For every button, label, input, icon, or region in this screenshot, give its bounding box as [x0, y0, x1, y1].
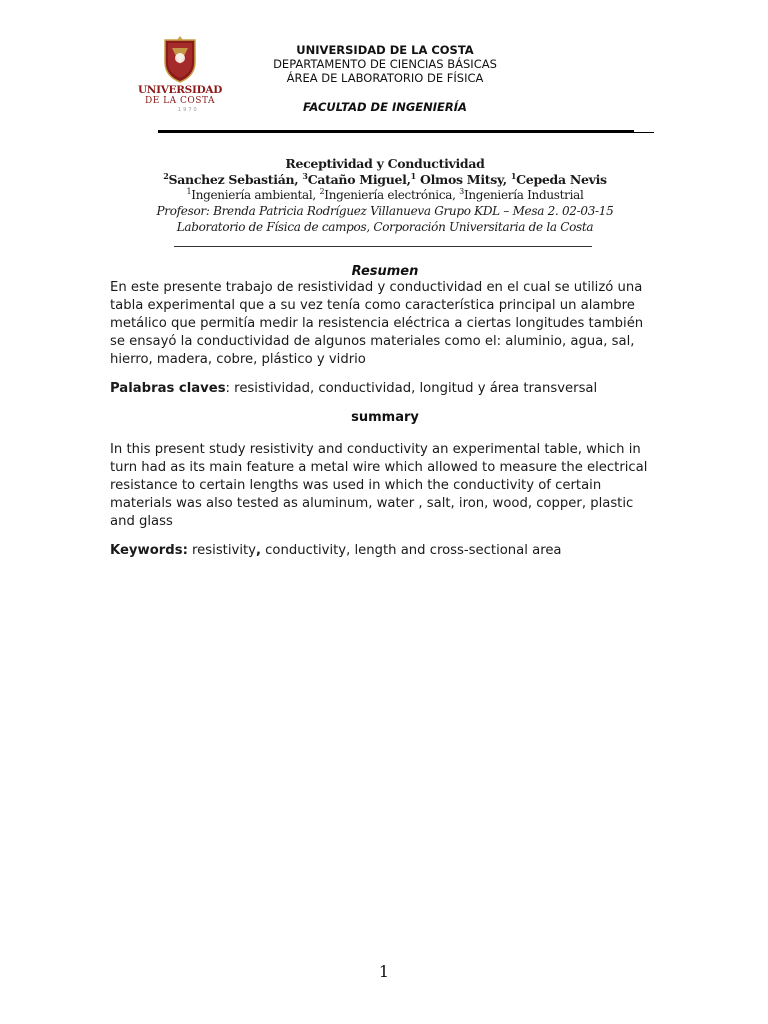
author-sup: 1: [410, 170, 416, 181]
laboratory-line: Laboratorio de Física de campos, Corporación Universitaria de la Costa: [176, 220, 594, 234]
keywords: [110, 543, 670, 558]
palabras-claves-text: : resistividad, conductividad, longitud y área transversal: [225, 381, 598, 396]
professor-line: Profesor: Brenda Patricia Rodríguez Villanueva Grupo KDL – Mesa 2. 02-03-15: [156, 204, 614, 218]
author-list: [110, 172, 660, 187]
palabras-claves-label: Palabras claves: [110, 381, 226, 396]
logo-university-name: UNIVERSIDAD: [137, 84, 223, 96]
affiliation-list: [110, 188, 660, 202]
logo-year: 1970: [178, 107, 199, 113]
keywords-text-1: resistivity: [187, 543, 256, 558]
summary-body: In this present study resistivity and conductivity an experimental table, which in turn had as its main feature a metal wire which allowed to measure the electrical resistance to certain lengths was used in which the conductivity of certain materials was also tested as aluminum, water , salt, iron, wood, copper, plastic and glass: [110, 442, 648, 529]
summary-heading: summary: [351, 410, 419, 425]
title-block-underline: [174, 246, 592, 247]
affiliation-sup: 1: [186, 187, 192, 196]
author-sup: 2: [163, 170, 169, 181]
author-name: Sanchez Sebastián,: [168, 172, 303, 187]
department-heading: DEPARTAMENTO DE CIENCIAS BÁSICAS: [273, 57, 497, 71]
header-divider-tail: [634, 132, 654, 133]
affiliation-sup: 2: [319, 187, 325, 196]
shield-icon: [130, 34, 230, 84]
author-name: Olmos Mitsy,: [415, 172, 511, 187]
author-sup: 3: [302, 170, 308, 181]
affiliation-name: Ingeniería ambiental,: [191, 188, 320, 202]
author-name: Cataño Miguel,: [307, 172, 411, 187]
affiliation-name: Ingeniería electrónica,: [324, 188, 460, 202]
affiliation-sup: 3: [459, 187, 464, 196]
paper-title: Receptividad y Conductividad: [285, 156, 485, 171]
university-heading: UNIVERSIDAD DE LA COSTA: [296, 43, 474, 57]
keywords-label: Keywords:: [110, 543, 188, 558]
affiliation-name: Ingeniería Industrial: [463, 188, 584, 202]
keywords-separator: ,: [255, 543, 261, 558]
resumen-body: En este presente trabajo de resistividad y conductividad en el cual se utilizó una tabla experimental que a su vez tenía como característica principal un alambre metálico que permitía medir la resistencia eléctrica a ciertas longitudes también se ensayó la conductividad de algunos materiales como el: aluminio, agua, sal, hierro, madera, cobre, plástico y vidrio: [110, 280, 644, 367]
header-divider: [158, 130, 634, 133]
university-logo: [130, 34, 230, 116]
faculty-heading: FACULTAD DE INGENIERÍA: [303, 100, 467, 114]
page-number: 1: [378, 962, 390, 981]
logo-subname: DE LA COSTA: [145, 96, 215, 106]
author-name: Cepeda Nevis: [516, 172, 607, 187]
palabras-claves: [110, 381, 670, 396]
keywords-text-2: conductivity, length and cross-sectional area: [260, 543, 562, 558]
resumen-heading: Resumen: [351, 264, 419, 279]
author-sup: 1: [510, 170, 517, 181]
area-heading: ÁREA DE LABORATORIO DE FÍSICA: [286, 71, 484, 85]
